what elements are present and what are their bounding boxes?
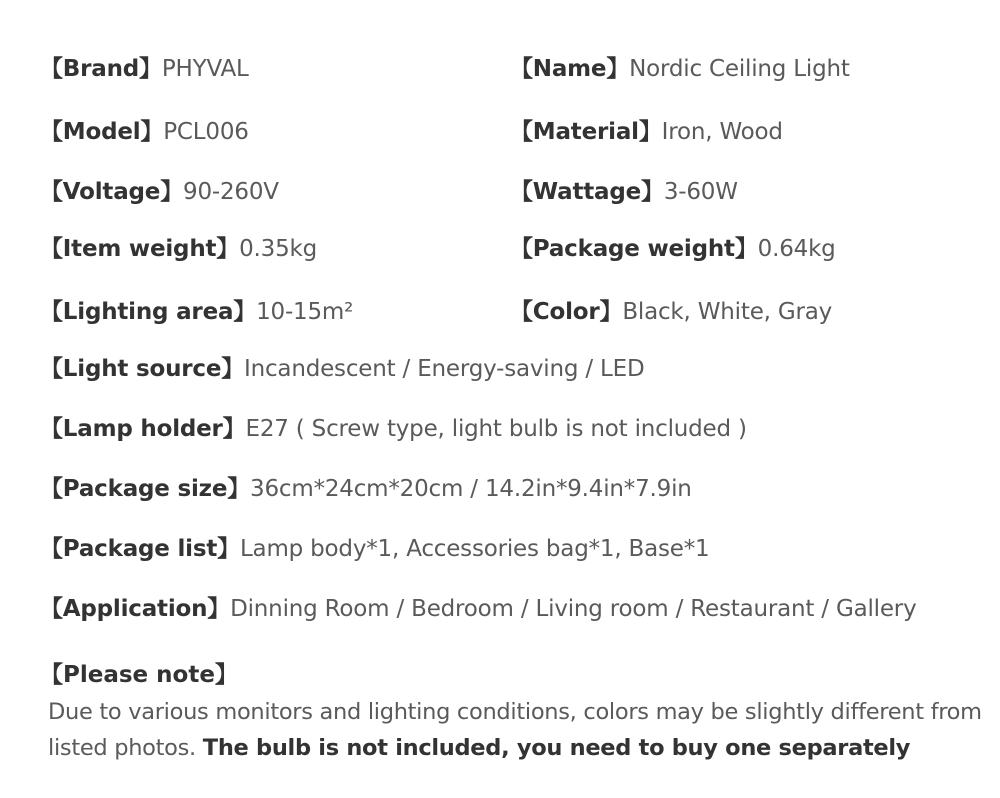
spec-label: 【Lighting area】: [40, 299, 257, 325]
spec-package-size: [40, 474, 692, 504]
spec-value: 90-260V: [183, 179, 279, 205]
spec-label: 【Material】: [510, 119, 662, 145]
spec-package-list: [40, 534, 710, 564]
spec-package-weight: [510, 234, 836, 264]
spec-value: PCL006: [163, 119, 249, 145]
spec-value: 10-15m²: [256, 299, 354, 325]
spec-label: 【Brand】: [40, 56, 162, 82]
spec-material: [510, 117, 783, 147]
spec-value: Incandescent / Energy-saving / LED: [244, 356, 645, 382]
spec-wattage: [510, 177, 738, 207]
spec-light-source: [40, 354, 645, 384]
spec-value: Iron, Wood: [661, 119, 783, 145]
spec-label: 【Light source】: [40, 356, 245, 382]
spec-voltage: [40, 177, 279, 207]
spec-label: 【Package size】: [40, 476, 251, 502]
spec-label: 【Application】: [40, 596, 231, 622]
spec-value: Nordic Ceiling Light: [629, 56, 850, 82]
spec-value: Black, White, Gray: [622, 299, 833, 325]
spec-lighting-area: [40, 297, 353, 327]
spec-label: 【Voltage】: [40, 179, 184, 205]
spec-label: 【Package list】: [40, 536, 240, 562]
spec-value: PHYVAL: [161, 56, 249, 82]
note-text: Due to various monitors and lighting conditions, colors may be slightly different from listed photos.: [48, 699, 982, 761]
spec-label: 【Model】: [40, 119, 164, 145]
spec-label: 【Wattage】: [510, 179, 664, 205]
spec-value: 3-60W: [663, 179, 738, 205]
spec-lamp-holder: [40, 414, 747, 444]
note-body: [48, 694, 988, 766]
spec-value: 36cm*24cm*20cm / 14.2in*9.4in*7.9in: [250, 476, 692, 502]
spec-value: 0.64kg: [757, 236, 836, 262]
spec-brand: [40, 54, 249, 84]
spec-item-weight: [40, 234, 317, 264]
spec-label: 【Package weight】: [510, 236, 758, 262]
spec-value: E27 ( Screw type, light bulb is not included ): [245, 416, 747, 442]
spec-name: [510, 54, 850, 84]
spec-value: 0.35kg: [239, 236, 318, 262]
note-bold-text: The bulb is not included, you need to buy one separately: [202, 735, 911, 761]
spec-value: Dinning Room / Bedroom / Living room / Restaurant / Gallery: [230, 596, 917, 622]
spec-model: [40, 117, 249, 147]
spec-application: [40, 594, 916, 624]
spec-label: 【Item weight】: [40, 236, 240, 262]
spec-label: 【Color】: [510, 299, 623, 325]
spec-color: [510, 297, 832, 327]
note-title: 【Please note】: [40, 662, 238, 688]
spec-label: 【Lamp holder】: [40, 416, 246, 442]
spec-label: 【Name】: [510, 56, 630, 82]
spec-value: Lamp body*1, Accessories bag*1, Base*1: [239, 536, 710, 562]
